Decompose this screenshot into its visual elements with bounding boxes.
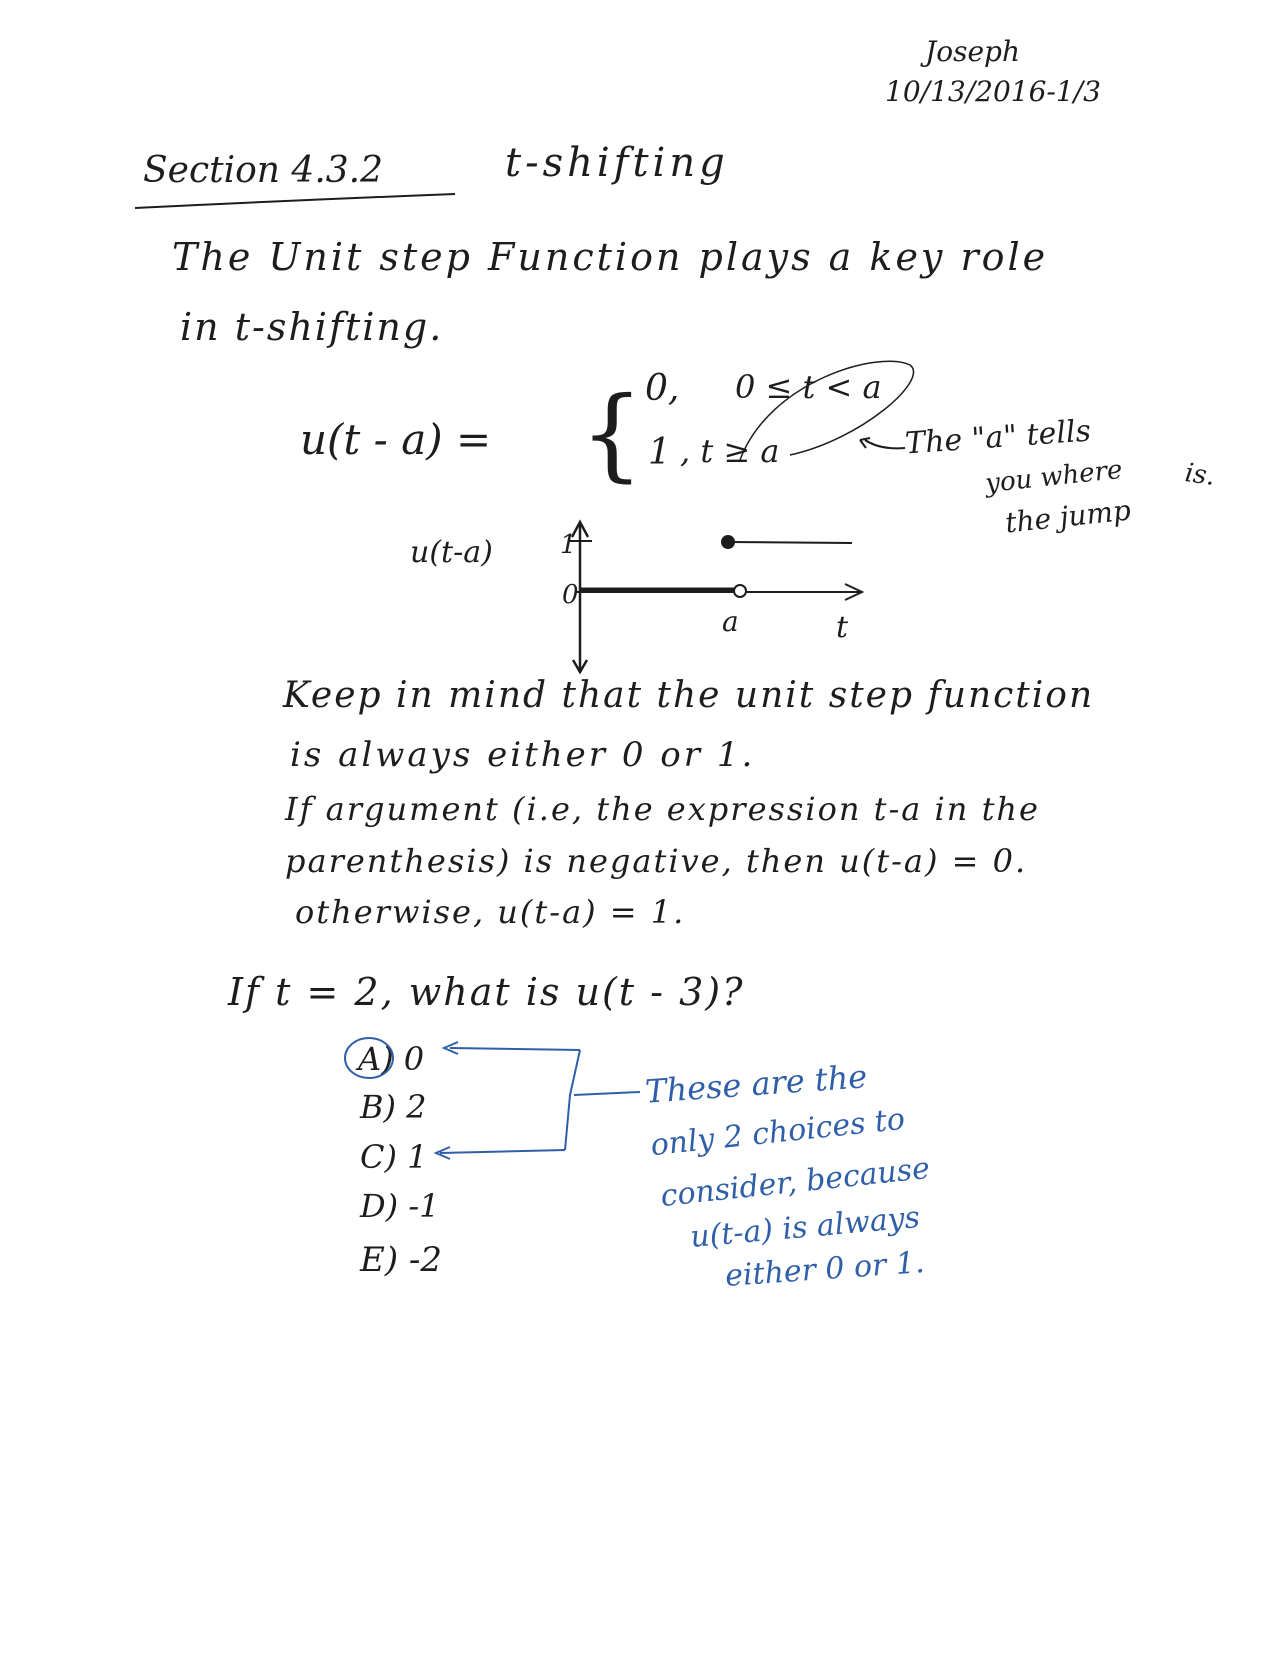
- annotation-line-1: These are the: [643, 1057, 869, 1111]
- intro-line-2: in t-shifting.: [180, 305, 444, 349]
- choice-e: E) -2: [360, 1240, 443, 1280]
- note-a-line-2: you where: [983, 454, 1124, 500]
- graph-ylabel: u(t-a): [410, 535, 493, 570]
- graph-xlabel: t: [836, 610, 849, 645]
- bracket-vertical: [565, 1050, 580, 1150]
- graph-tick-1: 1: [560, 530, 577, 560]
- argument-rule-line-3: otherwise, u(t-a) = 1.: [295, 893, 686, 931]
- annotation-line-3: consider, because: [658, 1150, 932, 1215]
- argument-rule-line-2: parenthesis) is negative, then u(t-a) = 0.: [285, 842, 1028, 880]
- arrow-to-a: [865, 440, 905, 448]
- note-a-line-1: The "a" tells: [904, 413, 1093, 462]
- circle-around-a: [740, 361, 913, 460]
- date-page: 10/13/2016-1/3: [885, 75, 1101, 108]
- keep-in-mind-line-1: Keep in mind that the unit step function: [283, 675, 1095, 716]
- annotation-line-4: u(t-a) is always: [688, 1200, 922, 1255]
- section-topic: t-shifting: [505, 140, 729, 186]
- step-open-point: [734, 585, 746, 597]
- note-a-line-4: is.: [1183, 458, 1217, 492]
- step-one-segment: [728, 542, 852, 543]
- choice-a: A) 0: [358, 1040, 425, 1078]
- bracket-pointer: [574, 1092, 640, 1095]
- question-prompt: If t = 2, what is u(t - 3)?: [228, 970, 745, 1014]
- definition-lhs: u(t - a) =: [300, 415, 492, 464]
- definition-brace: {: [580, 375, 644, 492]
- argument-rule-line-1: If argument (i.e, the expression t-a in the: [285, 790, 1040, 828]
- annotation-line-2: only 2 choices to: [648, 1101, 907, 1164]
- choice-c: C) 1: [360, 1138, 428, 1176]
- author-name: Joseph: [925, 35, 1020, 68]
- choice-b: B) 2: [360, 1088, 427, 1126]
- choice-a-circle: [345, 1038, 393, 1078]
- bracket-top: [450, 1048, 580, 1050]
- case1-condition: 0 ≤ t < a: [735, 368, 882, 406]
- case2-value: 1: [648, 432, 671, 473]
- graph-tick-0: 0: [562, 580, 579, 610]
- choice-d: D) -1: [360, 1187, 440, 1225]
- graph-xtick-a: a: [722, 605, 739, 638]
- keep-in-mind-line-2: is always either 0 or 1.: [290, 735, 756, 775]
- intro-line-1: The Unit step Function plays a key role: [172, 235, 1049, 279]
- section-underline: [135, 194, 455, 208]
- case1-value: 0,: [645, 368, 680, 409]
- note-a-line-3: the jump: [1003, 493, 1133, 540]
- bracket-bottom: [440, 1150, 565, 1153]
- annotation-line-5: either 0 or 1.: [724, 1245, 926, 1294]
- section-label: Section 4.3.2: [143, 150, 384, 191]
- case2-condition: , t ≥ a: [680, 432, 780, 470]
